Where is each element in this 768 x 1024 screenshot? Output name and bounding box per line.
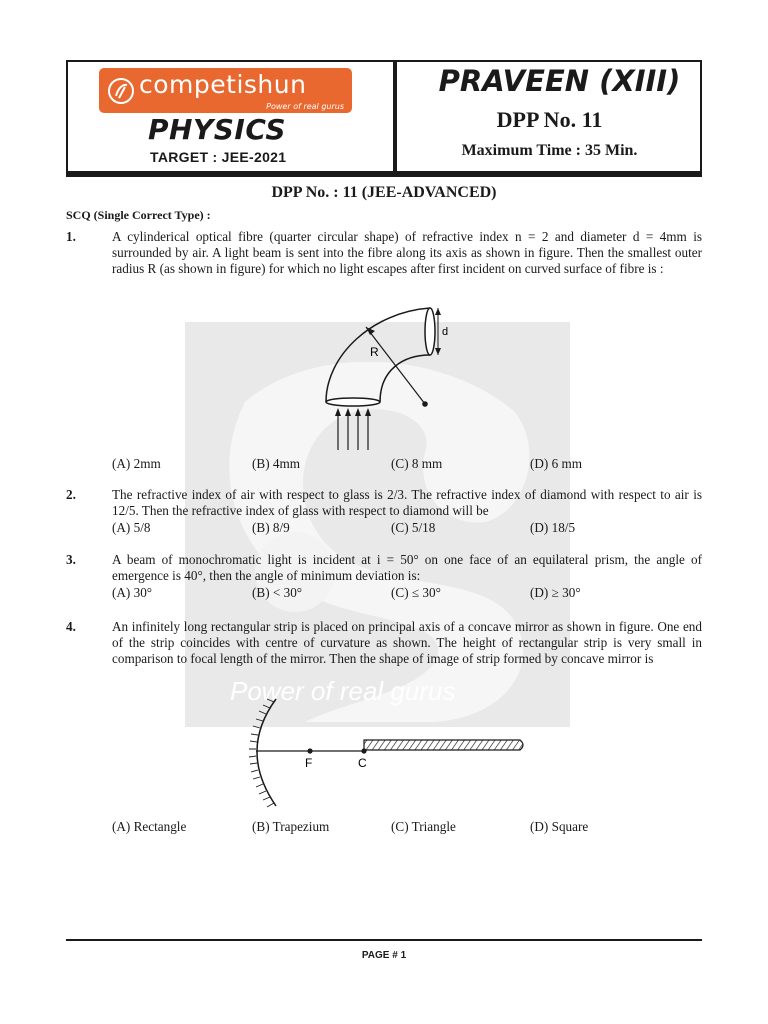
header-box bbox=[66, 60, 702, 173]
footer-rule bbox=[66, 939, 702, 941]
label-C: C bbox=[358, 756, 367, 770]
option-b[interactable]: (B) 4mm bbox=[252, 456, 300, 471]
option-a[interactable]: (A) Rectangle bbox=[112, 819, 187, 834]
label-d: d bbox=[442, 326, 449, 338]
question-number: 1. bbox=[66, 229, 76, 244]
logo-text: competishun bbox=[139, 70, 307, 99]
option-b[interactable]: (B) Trapezium bbox=[252, 819, 330, 834]
option-d[interactable]: (D) Square bbox=[530, 819, 589, 834]
question-text: A beam of monochromatic light is incident at i = 50° on one face of an equilateral prism, the angle of emergence is 40°, then the angle of minimum deviation is: bbox=[112, 552, 702, 584]
logo-mark-icon bbox=[107, 76, 135, 106]
option-a[interactable]: (A) 2mm bbox=[112, 456, 161, 471]
question-text: An infinitely long rectangular strip is placed on principal axis of a concave mirror as shown in figure. One end of the strip coincides with centre of curvature as shown. The height of rectangular strip is very small in comparison to focal length of the mirror. Then the shape of image of strip formed by concave mirror is bbox=[112, 619, 702, 667]
option-c[interactable]: (C) ≤ 30° bbox=[391, 585, 441, 600]
option-b[interactable]: (B) 8/9 bbox=[252, 520, 290, 535]
option-c[interactable]: (C) Triangle bbox=[391, 819, 456, 834]
question-number: 4. bbox=[66, 619, 76, 634]
option-d[interactable]: (D) ≥ 30° bbox=[530, 585, 581, 600]
question-number: 2. bbox=[66, 487, 76, 502]
max-time: Maximum Time : 35 Min. bbox=[461, 142, 638, 159]
label-F: F bbox=[305, 756, 313, 770]
option-c[interactable]: (C) 5/18 bbox=[391, 520, 436, 535]
question-number: 3. bbox=[66, 552, 76, 567]
section-heading: SCQ (Single Correct Type) : bbox=[66, 208, 211, 222]
batch-title: PRAVEEN (XIII) bbox=[438, 64, 681, 98]
sheet-title: DPP No. : 11 (JEE-ADVANCED) bbox=[271, 184, 497, 201]
option-b[interactable]: (B) < 30° bbox=[252, 585, 303, 600]
label-R: R bbox=[370, 345, 379, 359]
question-text: The refractive index of air with respect to glass is 2/3. The refractive index of diamond with respect to air is 12/5. Then the refractive index of glass with respect to diamond will be bbox=[112, 487, 702, 519]
header-rule bbox=[66, 173, 702, 177]
page-number: PAGE # 1 bbox=[361, 950, 407, 961]
watermark-text: Power of real gurus bbox=[230, 676, 456, 706]
question-text: A cylinderical optical fibre (quarter circular shape) of refractive index n = 2 and diameter d = 4mm is surrounded by air. A light beam is sent into the fibre along its axis as shown in figure. Then the smallest outer radius R (as shown in figure) for which no light escapes after first incident on curved surface of fibre is : bbox=[112, 229, 702, 277]
dpp-number: DPP No. 11 bbox=[496, 107, 603, 132]
option-a[interactable]: (A) 5/8 bbox=[112, 520, 151, 535]
logo-tagline: Power of real gurus bbox=[266, 102, 344, 111]
optical-fibre-figure bbox=[318, 300, 453, 455]
target-label: TARGET : JEE-2021 bbox=[150, 149, 287, 165]
option-d[interactable]: (D) 6 mm bbox=[530, 456, 583, 471]
subject-title: PHYSICS bbox=[148, 113, 287, 146]
option-d[interactable]: (D) 18/5 bbox=[530, 520, 576, 535]
brand-logo bbox=[99, 68, 352, 113]
option-a[interactable]: (A) 30° bbox=[112, 585, 153, 600]
concave-mirror-figure bbox=[240, 694, 530, 814]
option-c[interactable]: (C) 8 mm bbox=[391, 456, 443, 471]
